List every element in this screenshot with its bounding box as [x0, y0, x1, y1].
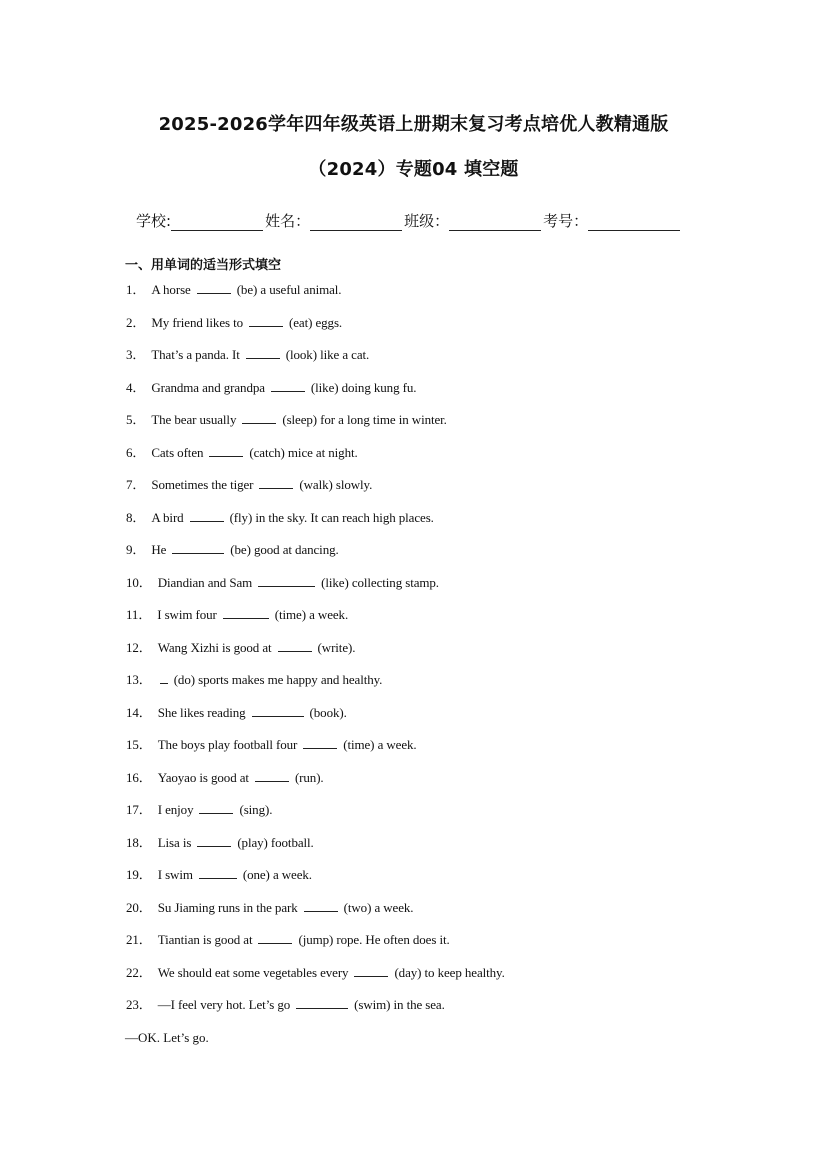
question-text-before: Sometimes the tiger: [151, 477, 254, 492]
question-number: 13．: [126, 672, 152, 687]
question-text-before: Tiantian is good at: [157, 932, 253, 947]
question-item: [126, 347, 726, 380]
question-text-after: (play) football.: [237, 834, 314, 850]
answer-blank[interactable]: [197, 282, 231, 294]
answer-blank[interactable]: [190, 510, 224, 522]
question-item: [126, 932, 726, 965]
question-text-before: I swim: [157, 867, 193, 882]
question-text-after: (catch) mice at night.: [249, 444, 358, 460]
question-number: 1．: [126, 282, 146, 297]
question-text-before: A horse: [151, 282, 191, 297]
question-number: 6．: [126, 444, 146, 460]
question-number: 2．: [126, 314, 146, 330]
answer-blank[interactable]: [258, 575, 315, 587]
question-item: [126, 867, 726, 900]
class-label: 班级：: [404, 212, 450, 230]
question-text-before: We should eat some vegetables every: [157, 964, 349, 980]
question-text-before: A bird: [151, 509, 184, 525]
question-item: [126, 737, 726, 770]
question-item: [126, 315, 726, 348]
question-item: [126, 705, 726, 738]
question-item: [126, 640, 726, 673]
section-heading: 一、用单词的适当形式填空: [125, 258, 282, 273]
question-number: 12．: [126, 639, 152, 655]
question-text-after: (write).: [317, 639, 356, 655]
question-text-before: Diandian and Sam: [157, 574, 253, 590]
question-item: [126, 770, 726, 803]
name-label: 姓名：: [265, 212, 311, 230]
question-item: [126, 607, 726, 640]
question-text-before: I swim four: [157, 607, 217, 622]
question-text-after: (be) a useful animal.: [236, 282, 342, 297]
question-text-after: (sing).: [239, 802, 273, 817]
question-text-after: (book).: [309, 704, 347, 720]
class-blank[interactable]: [449, 214, 541, 231]
question-text-after: (walk) slowly.: [299, 477, 373, 492]
question-text-before: Grandma and grandpa: [151, 379, 265, 395]
question-number: 19．: [126, 867, 152, 882]
question-number: 7．: [126, 477, 146, 492]
question-number: 14．: [126, 704, 152, 720]
answer-blank[interactable]: [271, 380, 305, 392]
question-item: [126, 380, 726, 413]
question-text-after: (jump) rope. He often does it.: [298, 932, 450, 947]
answer-blank[interactable]: [303, 737, 337, 749]
question-item: [126, 412, 726, 445]
question-text-after: (like) doing kung fu.: [310, 379, 417, 395]
question-number: 4．: [126, 379, 146, 395]
answer-blank[interactable]: [304, 900, 338, 912]
question-number: 16．: [126, 769, 152, 785]
answer-blank[interactable]: [197, 835, 231, 847]
answer-blank[interactable]: [296, 997, 348, 1009]
question-number: 20．: [126, 899, 152, 915]
question-number: 18．: [126, 834, 152, 850]
question-number: 17．: [126, 802, 152, 817]
question-item: [126, 900, 726, 933]
question-text-before: My friend likes to: [151, 314, 244, 330]
answer-blank[interactable]: [242, 412, 276, 424]
question-text-after: (swim) in the sea.: [354, 997, 445, 1012]
school-label: 学校:: [136, 212, 172, 230]
question-text-after: (time) a week.: [343, 737, 417, 752]
answer-blank[interactable]: [199, 867, 237, 879]
question-item: [126, 575, 726, 608]
answer-blank[interactable]: [278, 640, 312, 652]
question-text-after: (be) good at dancing.: [230, 542, 339, 557]
question-text-before: She likes reading: [157, 704, 246, 720]
question-text-before: Wang Xizhi is good at: [157, 639, 272, 655]
question-number: 3．: [126, 347, 146, 362]
dialogue-reply: —OK. Let’s go.: [125, 1030, 209, 1045]
answer-blank[interactable]: [258, 932, 292, 944]
name-blank[interactable]: [310, 214, 402, 231]
question-list: [126, 282, 726, 1030]
question-text-after: (do) sports makes me happy and healthy.: [173, 672, 383, 687]
exam-number-label: 考号：: [543, 212, 589, 230]
question-text-after: (look) like a cat.: [285, 347, 370, 362]
question-number: 9．: [126, 542, 146, 557]
answer-blank[interactable]: [172, 542, 224, 554]
answer-blank[interactable]: [223, 607, 269, 619]
question-text-before: Su Jiaming runs in the park: [157, 899, 298, 915]
question-text-after: (fly) in the sky. It can reach high places.: [229, 509, 434, 525]
question-number: 23．: [126, 997, 152, 1012]
question-text-after: (time) a week.: [274, 607, 349, 622]
exam-number-blank[interactable]: [588, 214, 680, 231]
answer-blank[interactable]: [209, 445, 243, 457]
question-text-before: He: [151, 542, 167, 557]
answer-blank[interactable]: [354, 965, 388, 977]
question-item: [126, 835, 726, 868]
question-text-after: (like) collecting stamp.: [321, 574, 439, 590]
question-text-after: (two) a week.: [343, 899, 414, 915]
answer-blank[interactable]: [249, 315, 283, 327]
question-text-before: That’s a panda. It: [151, 347, 240, 362]
question-text-after: (run).: [294, 769, 324, 785]
answer-blank[interactable]: [246, 347, 280, 359]
question-text-before: The bear usually: [151, 412, 237, 427]
question-text-after: (sleep) for a long time in winter.: [282, 412, 447, 427]
answer-blank[interactable]: [252, 705, 304, 717]
answer-blank[interactable]: [255, 770, 289, 782]
question-item: [126, 542, 726, 575]
question-item: [126, 445, 726, 478]
question-text-after: (day) to keep healthy.: [394, 964, 505, 980]
question-item: [126, 997, 726, 1030]
answer-blank[interactable]: [259, 477, 293, 489]
question-item: [126, 672, 726, 705]
question-text-before: The boys play football four: [157, 737, 298, 752]
question-number: 8．: [126, 509, 146, 525]
question-item: [126, 282, 726, 315]
question-text-before: Lisa is: [157, 834, 192, 850]
question-number: 21．: [126, 932, 152, 947]
answer-blank[interactable]: [160, 672, 168, 684]
question-text-before: Yaoyao is good at: [157, 769, 249, 785]
question-number: 15．: [126, 737, 152, 752]
question-text-after: (eat) eggs.: [289, 314, 343, 330]
question-text-before: Cats often: [151, 444, 204, 460]
document-title-line-2: （2024）专题04 填空题: [308, 159, 519, 180]
question-text-after: (one) a week.: [242, 867, 312, 882]
document-title-line-1: 2025-2026学年四年级英语上册期末复习考点培优人教精通版: [158, 114, 669, 135]
question-number: 22．: [126, 964, 152, 980]
question-item: [126, 802, 726, 835]
answer-blank[interactable]: [199, 802, 233, 814]
question-number: 11．: [126, 607, 152, 622]
question-item: [126, 477, 726, 510]
question-number: 5．: [126, 412, 146, 427]
question-text-before: —I feel very hot. Let’s go: [157, 997, 291, 1012]
student-info-line: [136, 210, 682, 231]
question-text-before: I enjoy: [157, 802, 194, 817]
school-blank[interactable]: [171, 214, 263, 231]
question-item: [126, 965, 726, 998]
question-number: 10．: [126, 574, 152, 590]
question-item: [126, 510, 726, 543]
